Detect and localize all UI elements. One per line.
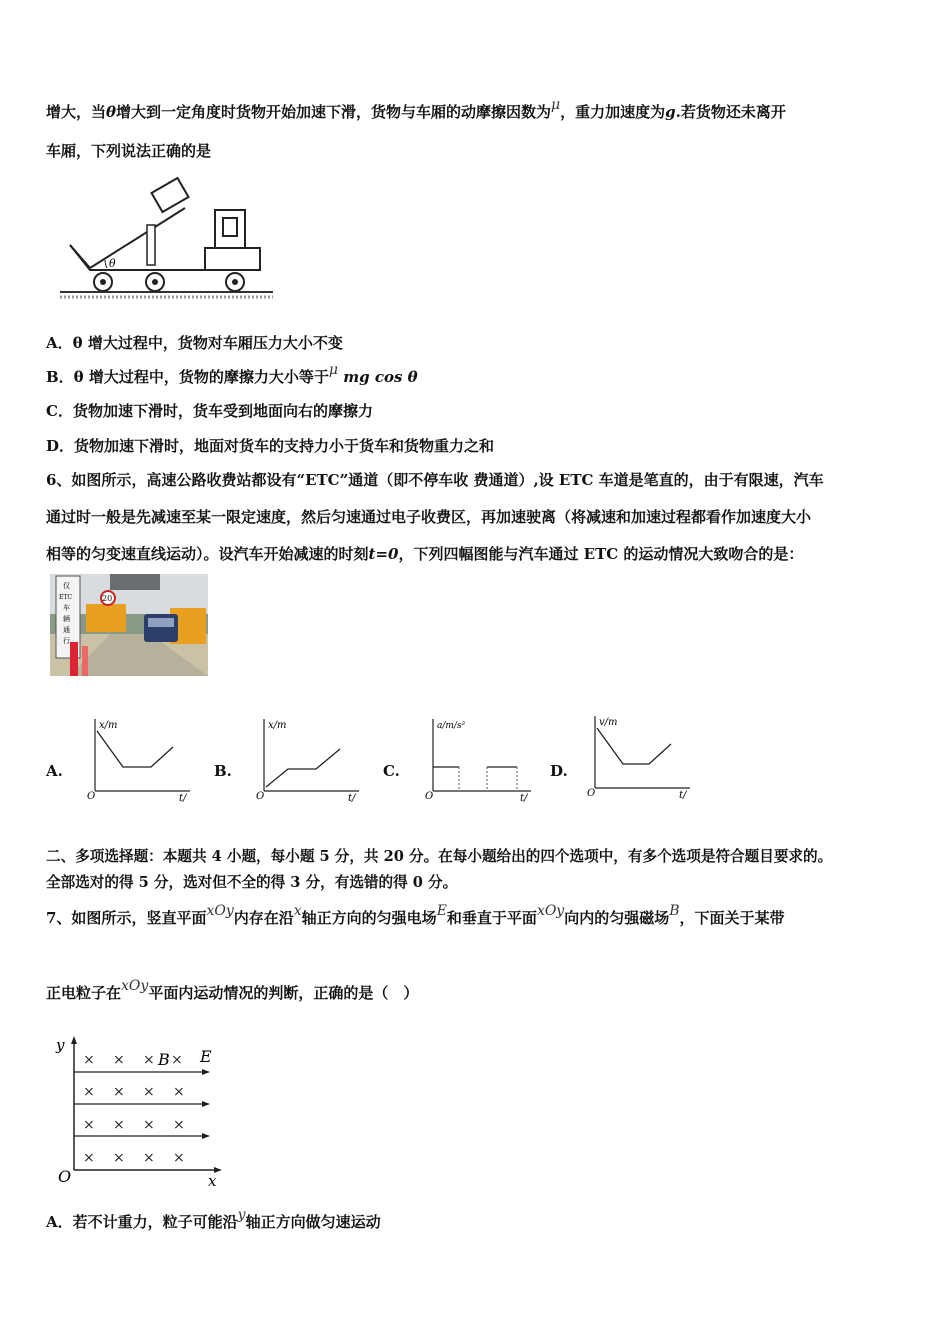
angle-arc xyxy=(105,260,107,268)
cab-window xyxy=(223,218,237,236)
y-label: x/m xyxy=(99,720,118,731)
sign-char: 行 xyxy=(63,637,70,645)
q7-text: 7、如图所示，竖直平面 xyxy=(46,909,207,927)
cross-mark: × xyxy=(173,1084,185,1100)
field-line-arrow xyxy=(202,1101,210,1107)
cross-mark: × xyxy=(83,1084,95,1100)
wheel-hub xyxy=(232,279,238,285)
q6-line-1: 6、如图所示，高速公路收费站都设有“ETC”通道（即不停车收 费通道）,设 ETC 车道是笔直的，由于有限速，汽车 xyxy=(46,471,824,489)
q7-text: ，下面关于某带 xyxy=(679,909,785,927)
toll-roof xyxy=(110,574,160,590)
barrier-post xyxy=(70,642,78,676)
cross-mark: × xyxy=(83,1150,95,1166)
y-label: x/m xyxy=(268,720,287,731)
cross-mark: × xyxy=(113,1052,125,1068)
cross-mark: × xyxy=(171,1052,183,1068)
y-label: y xyxy=(56,1036,65,1054)
cross-mark: × xyxy=(143,1084,155,1100)
b-label: B xyxy=(158,1050,170,1069)
origin-label: O xyxy=(587,788,596,799)
b-symbol: B xyxy=(669,903,680,919)
q5-line-1 xyxy=(46,97,786,122)
origin-label: O xyxy=(58,1167,72,1186)
origin-label: O xyxy=(425,791,434,802)
cross-mark: × xyxy=(173,1150,185,1166)
x-label: t/ xyxy=(179,793,187,804)
q6-text: ，下列四幅图能与汽车通过 ETC 的运动情况大致吻合的是： xyxy=(398,545,804,563)
toll-barrier-left xyxy=(86,604,126,632)
q5-text: 增大到一定角度时货物开始加速下滑，货物与车厢的动摩擦因数为 xyxy=(116,103,552,121)
x-symbol: x xyxy=(293,903,302,919)
xoy-symbol: xOy xyxy=(206,903,234,919)
field-line-arrow xyxy=(202,1069,210,1075)
sign-char: 通 xyxy=(63,626,70,634)
e-symbol: E xyxy=(436,903,447,919)
cross-mark: × xyxy=(113,1084,125,1100)
speed-limit-value: 20 xyxy=(102,594,113,603)
q7-text: 轴正方向的匀强电场 xyxy=(301,909,437,927)
graph-b xyxy=(254,715,364,805)
graph-d-label: D. xyxy=(550,762,568,780)
q7-line-1 xyxy=(46,903,785,928)
q5-text: 增大，当 xyxy=(46,103,107,121)
q5-option-b-text: B．θ 增大过程中，货物的摩擦力大小等于 xyxy=(46,368,329,386)
graph-a-label: A. xyxy=(46,762,63,780)
q6-text: 相等的匀变速直线运动）。设汽车开始减速的时刻 xyxy=(46,545,369,563)
barrier-post xyxy=(82,646,88,676)
q5-option-b xyxy=(46,362,418,387)
carriage-back xyxy=(70,245,90,268)
tilted-carriage xyxy=(90,208,185,268)
cross-mark: × xyxy=(143,1150,155,1166)
field-figure xyxy=(50,1030,230,1190)
cargo-box xyxy=(152,178,189,212)
graph-d-curve xyxy=(597,728,671,764)
t0-symbol: t=0 xyxy=(368,545,399,563)
q7-option-a xyxy=(46,1207,381,1232)
e-label: E xyxy=(200,1047,212,1066)
sign-char: 辆 xyxy=(63,615,70,623)
mu-symbol: μ xyxy=(551,97,561,113)
q5-option-a: A．θ 增大过程中，货物对车厢压力大小不变 xyxy=(46,334,343,352)
cross-mark: × xyxy=(113,1117,125,1133)
origin-label: O xyxy=(87,791,96,802)
truck-figure xyxy=(55,170,280,305)
g-symbol: g xyxy=(665,103,676,121)
q7-option-a-text: A．若不计重力，粒子可能沿 xyxy=(46,1213,238,1231)
theta-symbol: θ xyxy=(106,103,117,121)
x-label: t/ xyxy=(520,793,528,804)
graph-b-label: B. xyxy=(214,762,232,780)
section2-line-2: 全部选对的得 5 分，选对但不全的得 3 分，有选错的得 0 分。 xyxy=(46,874,458,891)
q6-line-2: 通过时一般是先减速至某一限定速度，然后匀速通过电子收费区，再加速驶离（将减速和加速过程都看作加速度大小 xyxy=(46,508,812,526)
sign-char: ETC xyxy=(59,594,72,601)
field-line-arrow xyxy=(202,1133,210,1139)
graph-b-curve xyxy=(266,749,340,787)
car-window xyxy=(148,618,174,627)
q5-option-d: D．货物加速下滑时，地面对货车的支持力小于货车和货物重力之和 xyxy=(46,437,495,455)
x-label: t/ xyxy=(348,793,356,804)
y-symbol: y xyxy=(237,1207,246,1223)
q7-text: 平面内运动情况的判断，正确的是（ ） xyxy=(148,984,419,1002)
q7-text: 向内的匀强磁场 xyxy=(564,909,670,927)
graph-c-label: C. xyxy=(383,762,400,780)
q6-line-3 xyxy=(46,543,803,564)
xoy-symbol: xOy xyxy=(536,903,565,919)
q5-text: ，重力加速度为 xyxy=(560,103,666,121)
section2-line-1: 二、多项选择题：本题共 4 小题，每小题 5 分，共 20 分。在每小题给出的四个选项中，有多个选项是符合题目要求的。 xyxy=(46,848,833,865)
origin-label: O xyxy=(256,791,265,802)
q5-line-2: 车厢，下列说法正确的是 xyxy=(46,142,212,160)
y-axis-arrow xyxy=(71,1036,77,1044)
angle-label: θ xyxy=(109,257,116,270)
q7-line-2 xyxy=(46,978,419,1003)
graph-a xyxy=(85,715,195,805)
magnetic-crosses xyxy=(83,1052,185,1166)
sign-char: 仅 xyxy=(63,582,70,590)
etc-photo xyxy=(50,574,208,676)
x-label: t/ xyxy=(679,790,687,801)
cross-mark: × xyxy=(143,1052,155,1068)
graph-d xyxy=(585,712,695,802)
q7-text: 内存在沿 xyxy=(233,909,294,927)
xoy-symbol: xOy xyxy=(121,978,149,994)
x-label: x xyxy=(208,1172,217,1190)
cross-mark: × xyxy=(83,1052,95,1068)
q7-text: 和垂直于平面 xyxy=(446,909,537,927)
mu-symbol: μ xyxy=(328,362,339,378)
sign-char: 车 xyxy=(63,604,70,612)
graph-c xyxy=(423,715,538,805)
cross-mark: × xyxy=(83,1117,95,1133)
wheel-hub xyxy=(152,279,158,285)
q7-option-a-text: 轴正方向做匀速运动 xyxy=(245,1213,381,1231)
cross-mark: × xyxy=(173,1117,185,1133)
formula: mg cos θ xyxy=(343,368,418,386)
q5-text: .若货物还未离开 xyxy=(675,103,786,121)
wheel-hub xyxy=(100,279,106,285)
hydraulic-lift xyxy=(147,225,155,265)
truck-body xyxy=(205,248,260,270)
y-label: v/m xyxy=(599,717,618,728)
q5-option-c: C．货物加速下滑时，货车受到地面向右的摩擦力 xyxy=(46,402,373,420)
y-label: a/m/s² xyxy=(437,721,466,731)
graph-a-curve xyxy=(97,731,173,767)
cross-mark: × xyxy=(113,1150,125,1166)
q7-text: 正电粒子在 xyxy=(46,984,122,1002)
cross-mark: × xyxy=(143,1117,155,1133)
